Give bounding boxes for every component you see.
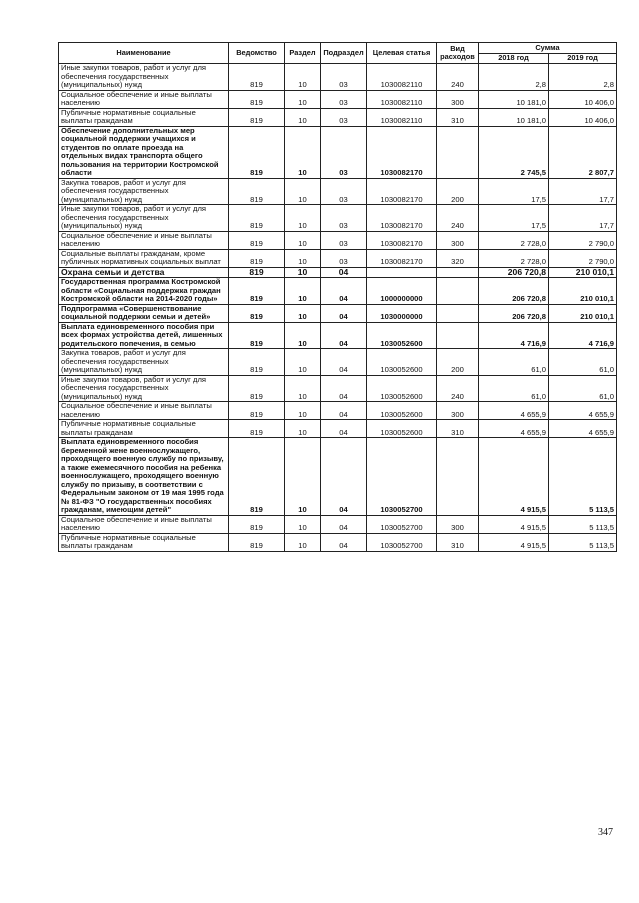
table-row	[59, 533, 617, 551]
cell-sub: 04	[321, 420, 367, 438]
cell-cs: 1030082110	[367, 90, 437, 108]
header-expense-type: Вид расходов	[437, 43, 479, 64]
cell-sub: 03	[321, 126, 367, 178]
cell-sec: 10	[285, 438, 321, 516]
cell-sub: 04	[321, 515, 367, 533]
cell-sub: 03	[321, 205, 367, 232]
cell-cs: 1030052600	[367, 322, 437, 349]
table-row	[59, 231, 617, 249]
cell-vr	[437, 438, 479, 516]
cell-name: Охрана семьи и детства	[59, 267, 229, 278]
cell-s1: 4 915,5	[479, 515, 549, 533]
cell-sub: 04	[321, 267, 367, 278]
cell-dept: 819	[229, 420, 285, 438]
cell-sub: 04	[321, 304, 367, 322]
cell-cs: 1030082170	[367, 205, 437, 232]
header-2018: 2018 год	[479, 54, 549, 64]
cell-s2: 210 010,1	[549, 267, 617, 278]
cell-s1: 4 716,9	[479, 322, 549, 349]
cell-sub: 04	[321, 438, 367, 516]
cell-name: Социальное обеспечение и иные выплаты населению	[59, 231, 229, 249]
cell-sub: 03	[321, 108, 367, 126]
cell-vr	[437, 322, 479, 349]
cell-name: Выплата единовременного пособия при всех формах устройства детей, лишенных родительского попечения, в семью	[59, 322, 229, 349]
cell-s2: 17,7	[549, 205, 617, 232]
cell-name: Обеспечение дополнительных мер социальной поддержки учащихся и студентов по оплате проезда на отдельных видах транспорта общего пользования на территории Костромской области	[59, 126, 229, 178]
cell-dept: 819	[229, 322, 285, 349]
cell-s2: 4 655,9	[549, 402, 617, 420]
cell-s1: 2 728,0	[479, 249, 549, 267]
cell-s2: 2 790,0	[549, 231, 617, 249]
cell-cs: 1030052600	[367, 420, 437, 438]
cell-sec: 10	[285, 349, 321, 376]
cell-sub: 03	[321, 178, 367, 205]
cell-sub: 03	[321, 90, 367, 108]
cell-s1: 2 728,0	[479, 231, 549, 249]
cell-cs	[367, 267, 437, 278]
cell-name: Иные закупки товаров, работ и услуг для обеспечения государственных (муниципальных) нужд	[59, 64, 229, 91]
table-row	[59, 178, 617, 205]
cell-cs: 1030082170	[367, 178, 437, 205]
page-number: 347	[598, 827, 613, 838]
header-subsection: Подраздел	[321, 43, 367, 64]
cell-cs: 1030052600	[367, 349, 437, 376]
cell-dept: 819	[229, 205, 285, 232]
table-row	[59, 304, 617, 322]
cell-sec: 10	[285, 249, 321, 267]
cell-s2: 4 716,9	[549, 322, 617, 349]
cell-cs: 1030052700	[367, 438, 437, 516]
cell-s2: 210 010,1	[549, 304, 617, 322]
cell-name: Социальное обеспечение и иные выплаты населению	[59, 402, 229, 420]
cell-s2: 61,0	[549, 349, 617, 376]
cell-sec: 10	[285, 126, 321, 178]
cell-cs: 1030082170	[367, 126, 437, 178]
cell-cs: 1030052700	[367, 515, 437, 533]
cell-sec: 10	[285, 90, 321, 108]
cell-name: Иные закупки товаров, работ и услуг для обеспечения государственных (муниципальных) нужд	[59, 375, 229, 402]
cell-s1: 10 181,0	[479, 108, 549, 126]
cell-dept: 819	[229, 515, 285, 533]
cell-dept: 819	[229, 349, 285, 376]
cell-vr: 240	[437, 64, 479, 91]
table-row	[59, 420, 617, 438]
cell-sec: 10	[285, 375, 321, 402]
cell-name: Государственная программа Костромской области «Социальная поддержка граждан Костромской области на 2014-2020 годы»	[59, 278, 229, 305]
cell-s2: 2 790,0	[549, 249, 617, 267]
cell-dept: 819	[229, 126, 285, 178]
cell-sub: 03	[321, 231, 367, 249]
cell-sub: 04	[321, 533, 367, 551]
budget-table	[58, 42, 617, 552]
cell-vr: 300	[437, 515, 479, 533]
cell-name: Выплата единовременного пособия беременной жене военнослужащего, проходящего военную службу по призыву, а также ежемесячного пособия на ребенка военнослужащего, проходящего военную службу по призыву, в соответствии с Федеральным законом от 19 мая 1995 года № 81-ФЗ "О государственных пособиях гражданам, имеющим детей"	[59, 438, 229, 516]
cell-vr: 310	[437, 108, 479, 126]
cell-sec: 10	[285, 420, 321, 438]
cell-cs: 1030082170	[367, 249, 437, 267]
cell-sec: 10	[285, 278, 321, 305]
cell-sec: 10	[285, 402, 321, 420]
table-row	[59, 205, 617, 232]
cell-sub: 04	[321, 402, 367, 420]
table-row	[59, 126, 617, 178]
cell-vr: 200	[437, 349, 479, 376]
cell-dept: 819	[229, 178, 285, 205]
cell-cs: 1030052700	[367, 533, 437, 551]
cell-sub: 04	[321, 349, 367, 376]
cell-dept: 819	[229, 402, 285, 420]
cell-sec: 10	[285, 304, 321, 322]
table-row	[59, 438, 617, 516]
cell-s1: 4 915,5	[479, 438, 549, 516]
cell-name: Социальное обеспечение и иные выплаты населению	[59, 515, 229, 533]
cell-cs: 1030052600	[367, 375, 437, 402]
cell-s1: 61,0	[479, 349, 549, 376]
cell-sec: 10	[285, 267, 321, 278]
cell-s1: 206 720,8	[479, 267, 549, 278]
cell-sub: 04	[321, 375, 367, 402]
cell-s1: 4 655,9	[479, 402, 549, 420]
cell-s2: 2 807,7	[549, 126, 617, 178]
cell-sec: 10	[285, 515, 321, 533]
cell-s2: 61,0	[549, 375, 617, 402]
cell-s1: 206 720,8	[479, 304, 549, 322]
cell-sec: 10	[285, 231, 321, 249]
cell-s2: 5 113,5	[549, 533, 617, 551]
cell-s1: 17,5	[479, 178, 549, 205]
table-row	[59, 515, 617, 533]
header-name: Наименование	[59, 43, 229, 64]
header-dept: Ведомство	[229, 43, 285, 64]
cell-vr	[437, 267, 479, 278]
header-section: Раздел	[285, 43, 321, 64]
cell-s2: 210 010,1	[549, 278, 617, 305]
cell-s2: 5 113,5	[549, 438, 617, 516]
cell-name: Социальные выплаты гражданам, кроме публичных нормативных социальных выплат	[59, 249, 229, 267]
cell-cs: 1000000000	[367, 278, 437, 305]
cell-s1: 17,5	[479, 205, 549, 232]
table-row	[59, 402, 617, 420]
cell-cs: 1030082110	[367, 64, 437, 91]
table-row	[59, 349, 617, 376]
cell-dept: 819	[229, 64, 285, 91]
cell-dept: 819	[229, 533, 285, 551]
cell-dept: 819	[229, 304, 285, 322]
cell-vr	[437, 278, 479, 305]
cell-dept: 819	[229, 278, 285, 305]
cell-sec: 10	[285, 533, 321, 551]
cell-sub: 03	[321, 249, 367, 267]
cell-vr: 310	[437, 420, 479, 438]
header-2019: 2019 год	[549, 54, 617, 64]
cell-name: Закупка товаров, работ и услуг для обеспечения государственных (муниципальных) нужд	[59, 178, 229, 205]
cell-vr: 300	[437, 90, 479, 108]
cell-dept: 819	[229, 231, 285, 249]
cell-vr	[437, 304, 479, 322]
cell-sub: 04	[321, 322, 367, 349]
table-row	[59, 375, 617, 402]
cell-dept: 819	[229, 249, 285, 267]
cell-cs: 1030082110	[367, 108, 437, 126]
cell-vr: 240	[437, 375, 479, 402]
cell-cs: 1030052600	[367, 402, 437, 420]
cell-s1: 10 181,0	[479, 90, 549, 108]
cell-s1: 61,0	[479, 375, 549, 402]
cell-dept: 819	[229, 375, 285, 402]
cell-name: Подпрограмма «Совершенствование социальной поддержки семьи и детей»	[59, 304, 229, 322]
cell-sec: 10	[285, 322, 321, 349]
cell-name: Социальное обеспечение и иные выплаты населению	[59, 90, 229, 108]
cell-s2: 2,8	[549, 64, 617, 91]
cell-s1: 2,8	[479, 64, 549, 91]
table-row	[59, 267, 617, 278]
cell-sub: 03	[321, 64, 367, 91]
cell-vr	[437, 126, 479, 178]
cell-s1: 2 745,5	[479, 126, 549, 178]
cell-dept: 819	[229, 90, 285, 108]
cell-s2: 10 406,0	[549, 90, 617, 108]
cell-vr: 200	[437, 178, 479, 205]
cell-sub: 04	[321, 278, 367, 305]
cell-name: Публичные нормативные социальные выплаты гражданам	[59, 108, 229, 126]
cell-s2: 10 406,0	[549, 108, 617, 126]
cell-sec: 10	[285, 178, 321, 205]
cell-cs: 1030082170	[367, 231, 437, 249]
cell-vr: 310	[437, 533, 479, 551]
table-row	[59, 64, 617, 91]
cell-vr: 240	[437, 205, 479, 232]
cell-dept: 819	[229, 108, 285, 126]
cell-s2: 5 113,5	[549, 515, 617, 533]
cell-name: Публичные нормативные социальные выплаты гражданам	[59, 533, 229, 551]
table-row	[59, 322, 617, 349]
table-row	[59, 90, 617, 108]
table-row	[59, 249, 617, 267]
cell-dept: 819	[229, 438, 285, 516]
cell-s2: 4 655,9	[549, 420, 617, 438]
cell-sec: 10	[285, 64, 321, 91]
table-row	[59, 278, 617, 305]
cell-s2: 17,7	[549, 178, 617, 205]
cell-sec: 10	[285, 205, 321, 232]
cell-sec: 10	[285, 108, 321, 126]
header-sum: Сумма	[479, 43, 617, 54]
cell-name: Публичные нормативные социальные выплаты гражданам	[59, 420, 229, 438]
cell-name: Иные закупки товаров, работ и услуг для обеспечения государственных (муниципальных) нужд	[59, 205, 229, 232]
table-row	[59, 108, 617, 126]
cell-s1: 206 720,8	[479, 278, 549, 305]
cell-cs: 1030000000	[367, 304, 437, 322]
cell-vr: 320	[437, 249, 479, 267]
cell-s1: 4 655,9	[479, 420, 549, 438]
cell-vr: 300	[437, 402, 479, 420]
cell-s1: 4 915,5	[479, 533, 549, 551]
cell-name: Закупка товаров, работ и услуг для обеспечения государственных (муниципальных) нужд	[59, 349, 229, 376]
cell-vr: 300	[437, 231, 479, 249]
header-target: Целевая статья	[367, 43, 437, 64]
cell-dept: 819	[229, 267, 285, 278]
